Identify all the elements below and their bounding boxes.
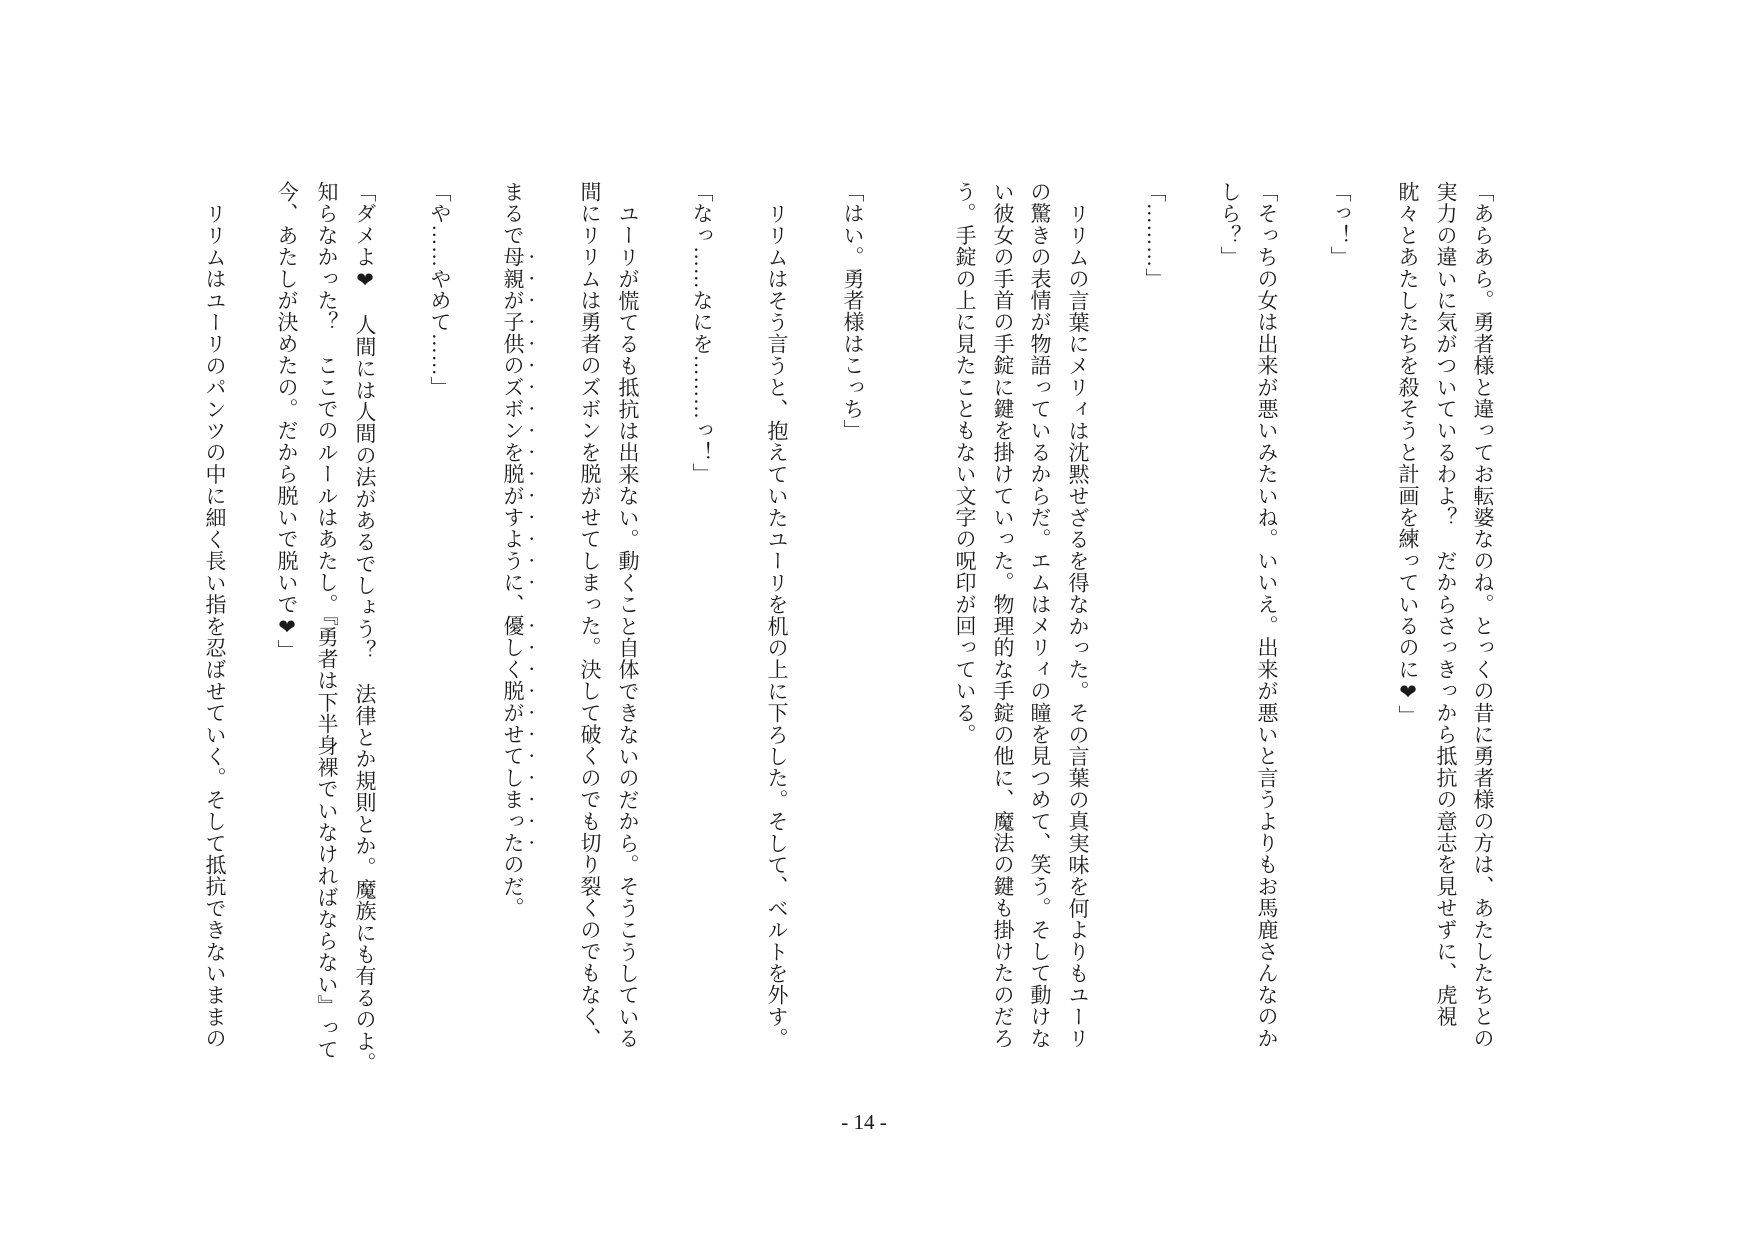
text-column: リリムはユーリのパンツの中に細く長い指を忍ばせていく。そして抵抗できないままの	[203, 202, 227, 1049]
text-column: ユーリが慌てるも抵抗は出来ない。動くこと自体できないのだから。そうこうしている	[616, 202, 640, 1049]
text-column: 「あらあら。勇者様と違ってお転婆なのね。とっくの昔に勇者様の方は、あたしたちとの	[1471, 181, 1495, 1049]
text-column: 「なっ……なにを………っ！」	[690, 181, 714, 485]
text-column: 知らなかった？ ここでのルールはあたし。『勇者は下半身裸でいなければならない』って	[315, 181, 339, 1061]
text-column: リリムの言葉にメリィは沈黙せざるを得なかった。その言葉の真実味を何よりもユーリ	[1066, 202, 1090, 1049]
text-column: 「や……やめて……」	[428, 181, 452, 398]
text-segment: のだ。	[501, 853, 525, 919]
text-column: の驚きの表情が物語っているからだ。エムはメリィの瞳を見つめて、笑う。そして動けな	[1028, 181, 1052, 1049]
text-column: う。手錠の上に見たこともない文字の呪印が回っている。	[953, 181, 977, 746]
text-column: 「そっちの女は出来が悪いみたいね。いいえ。出来が悪いと言うよりもお馬鹿さんなのか	[1255, 181, 1279, 1049]
text-column: 眈々とあたしたちを殺そうと計画を練っているのに❤︎」	[1396, 181, 1420, 727]
text-column: 「ダメよ❤︎ 人間には人間の法があるでしょう？ 法律とか規則とか。魔族にも有るのよ。	[353, 181, 377, 1074]
text-column: 間にリリムは勇者のズボンを脱がせてしまった。決して破くのでも切り裂くのでもなく、	[578, 181, 602, 1049]
text-column: 「っ！」	[1328, 181, 1352, 268]
text-column: い彼女の手首の手錠に鍵を掛けていった。物理的な手錠の他に、魔法の鍵も掛けたのだろ	[991, 181, 1015, 1050]
text-column: リリムはそう言うと、抱えていたユーリを机の上に下ろした。そして、ベルトを外す。	[765, 202, 789, 1049]
text-column: 今、あたしが決めたの。だから脱いで脱いで❤︎」	[275, 181, 299, 662]
emphasized-text: 母親が子供のズボンを脱がすように	[501, 246, 525, 594]
text-column-emphasis	[501, 181, 537, 1081]
text-column: しら？」	[1218, 181, 1242, 268]
text-segment: 、	[501, 593, 525, 616]
text-column: 「………」	[1143, 181, 1167, 290]
page-number: - 14 -	[841, 1110, 887, 1134]
text-column: 実力の違いに気がついているわよ？ だからさっきっから抵抗の意志を見せずに、虎視	[1434, 181, 1458, 1028]
emphasized-text: 優しく脱がせてしまった	[501, 615, 525, 854]
text-segment: まるで	[501, 181, 525, 247]
text-column: 「はい。勇者様はこっち」	[841, 181, 865, 442]
